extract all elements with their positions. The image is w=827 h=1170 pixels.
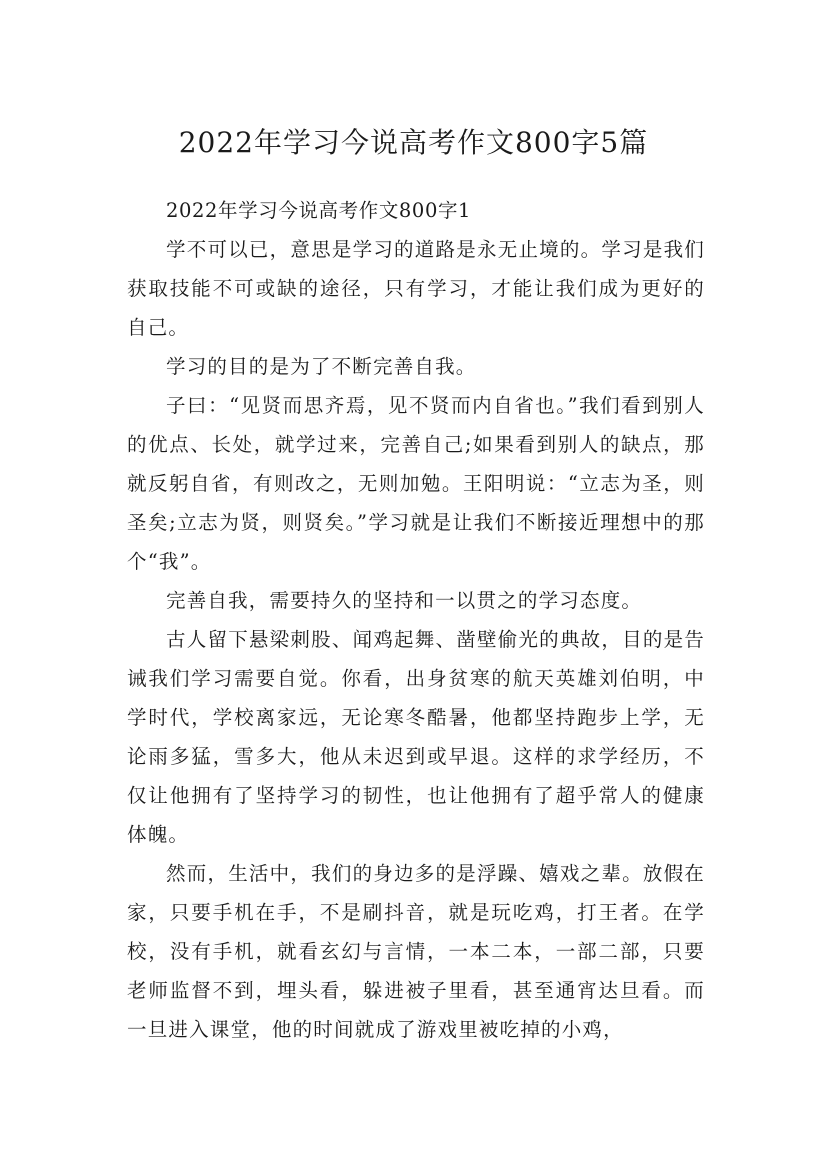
document-title: 2022年学习今说高考作文800字5篇 — [178, 125, 649, 159]
paragraph-4: 完善自我，需要持久的坚持和一以贯之的学习态度。 — [166, 589, 643, 612]
paragraph-6: 然而，生活中，我们的身边多的是浮躁、嬉戏之辈。放假在家，只要手机在手，不是刷抖音，就是玩吃鸡，打王者。在学校，没有手机，就看玄幻与言情，一本二本，一部二部，只要老师监督不到，埋头看，躲进被子里看，甚至通宵达旦看。而一旦进入课堂，他的时间就成了游戏里被吃掉的小鸡， — [127, 862, 705, 1041]
paragraph-2: 学习的目的是为了不断完善自我。 — [166, 355, 477, 378]
paragraph-1: 学不可以已，意思是学习的道路是永无止境的。学习是我们获取技能不可或缺的途径，只有学习，才能让我们成为更好的自己。 — [127, 238, 705, 339]
essay-subheading: 2022年学习今说高考作文800字1 — [166, 199, 472, 222]
paragraph-5: 古人留下悬梁刺股、闻鸡起舞、凿壁偷光的典故，目的是告诫我们学习需要自觉。你看，出身贫寒的航天英雄刘伯明，中学时代，学校离家远，无论寒冬酷暑，他都坚持跑步上学，无论雨多猛，雪多大，他从未迟到或早退。这样的求学经历，不仅让他拥有了坚持学习的韧性，也让他拥有了超乎常人的健康体魄。 — [127, 628, 705, 846]
document-body — [127, 191, 705, 1049]
paragraph-3: 子曰：“见贤而思齐焉，见不贤而内自省也。”我们看到别人的优点、长处，就学过来，完善自己;如果看到别人的缺点，那就反躬自省，有则改之，无则加勉。王阳明说：“立志为圣，则圣矣;立志为贤，则贤矣。”学习就是让我们不断接近理想中的那个“我”。 — [127, 394, 705, 573]
